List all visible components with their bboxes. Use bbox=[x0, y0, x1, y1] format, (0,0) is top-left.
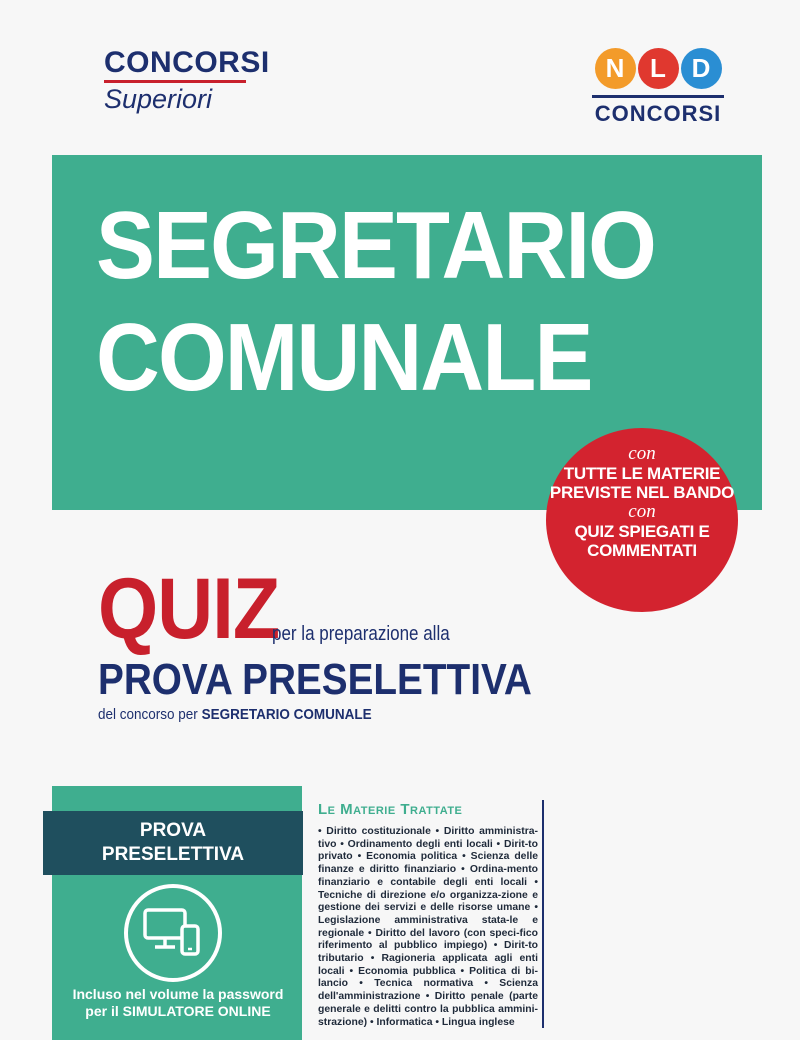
tab-line1: PROVA bbox=[139, 820, 207, 841]
nld-letter-d: D bbox=[681, 48, 722, 89]
quiz-word: QUIZ bbox=[98, 561, 280, 657]
simulator-note bbox=[60, 986, 296, 1020]
nld-letter-l: L bbox=[638, 48, 679, 89]
book-title bbox=[96, 190, 656, 414]
subjects-text: • Diritto costituzionale • Diritto amministra-tivo • Ordinamento degli enti locali • Dirit-to privato • Economia politica • Scienza delle finanze e diritto finanziario • Ordina-mento finanziario e contabile degli enti locali • Tecniche di direzione e/o organizza-zione e gestione dei servizi e delle risorse umane • Legislazione amministrativa stata-le e regionale • Diritto del lavoro (con speci-fico riferimento al pubblico impiego) • Dirit-to tributario • Ragioneria applicata agli enti locali • Economia pubblica • Politica di bi-lancio • Tecnica normativa • Scienza dell'amministrazione • Diritto penale (parte generale e delitti contro la pubblica ammini-strazione) • Informatica • Lingua inglese bbox=[318, 826, 538, 1028]
nld-divider bbox=[592, 95, 724, 98]
nld-concorsi-logo bbox=[592, 48, 724, 126]
concorsi-superiori-logo bbox=[104, 48, 270, 113]
subjects-title: Le Materie Trattate bbox=[318, 801, 463, 818]
note-line2: per il SIMULATORE ONLINE bbox=[85, 1003, 271, 1019]
prova-preselettiva-tab bbox=[43, 811, 303, 875]
nld-letter-n: N bbox=[595, 48, 636, 89]
tab-line2: PRESELETTIVA bbox=[101, 844, 245, 865]
desc-prefix: del concorso per bbox=[98, 706, 198, 723]
devices-icon bbox=[124, 884, 222, 982]
features-badge bbox=[546, 428, 738, 612]
logo-line1: CONCORSI bbox=[104, 46, 270, 79]
monitor-phone-icon bbox=[142, 906, 204, 962]
title-line2: COMUNALE bbox=[96, 304, 592, 411]
subjects-divider bbox=[542, 800, 544, 1028]
note-line1: Incluso nel volume la password bbox=[72, 986, 284, 1002]
badge-con-1: con bbox=[628, 443, 656, 464]
logo-line2: Superiori bbox=[104, 84, 213, 114]
badge-line4: COMMENTATI bbox=[587, 541, 697, 560]
nld-circles bbox=[592, 48, 724, 89]
quiz-description bbox=[98, 706, 372, 724]
badge-con-2: con bbox=[628, 501, 656, 522]
prova-preselettiva-heading: PROVA PRESELETTIVA bbox=[98, 655, 532, 704]
subjects-list bbox=[318, 800, 538, 1029]
desc-bold: SEGRETARIO COMUNALE bbox=[201, 706, 372, 723]
logo-underline bbox=[104, 80, 246, 83]
badge-line1: TUTTE LE MATERIE bbox=[563, 464, 721, 483]
badge-line3: QUIZ SPIEGATI E bbox=[574, 522, 710, 541]
badge-line2: PREVISTE NEL BANDO bbox=[549, 483, 735, 502]
quiz-subtitle: per la preparazione alla bbox=[272, 623, 450, 645]
title-line1: SEGRETARIO bbox=[96, 192, 656, 299]
nld-text: CONCORSI bbox=[594, 101, 722, 126]
